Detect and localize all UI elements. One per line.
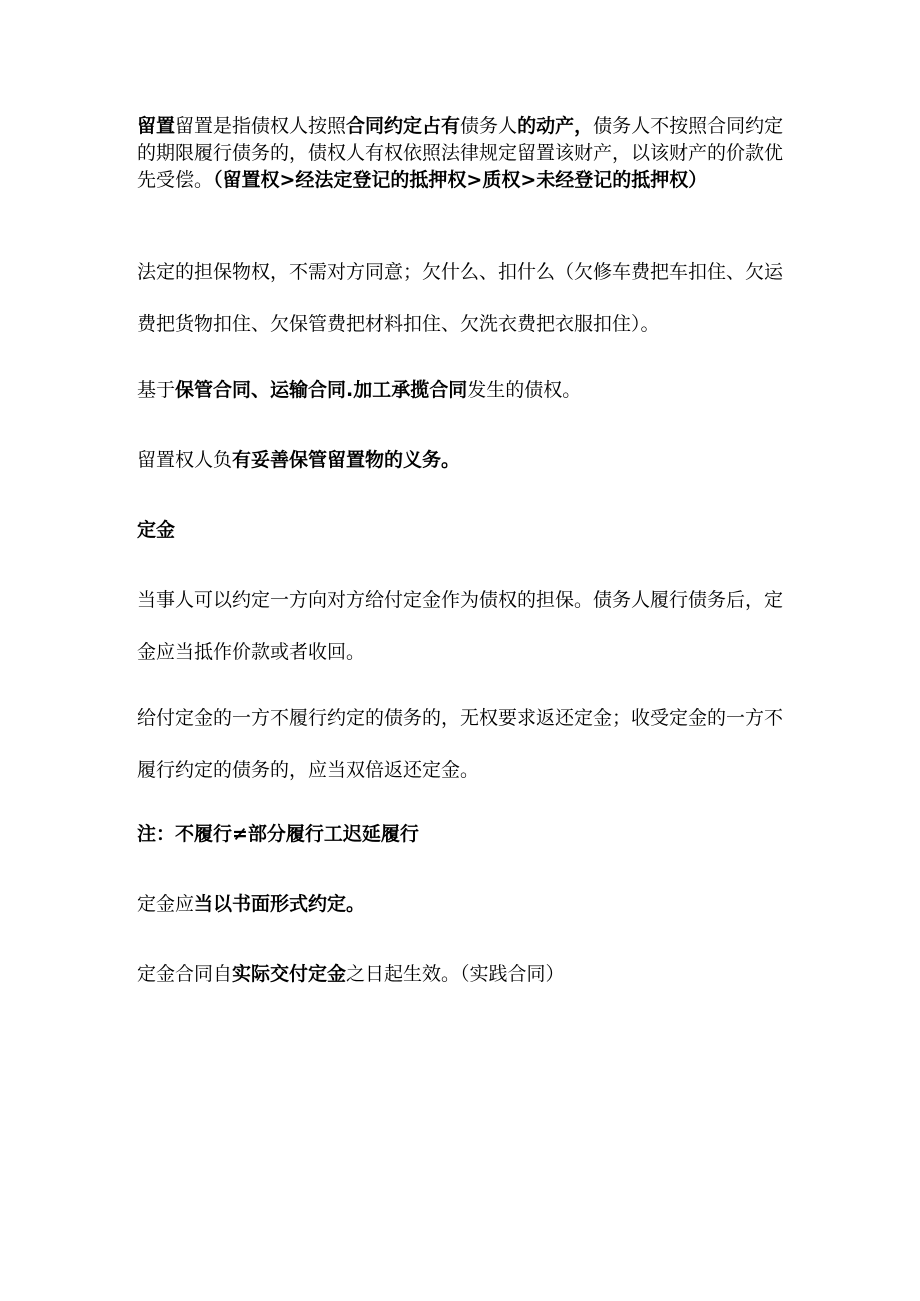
priority-note: （留置权>经法定登记的抵押权>质权>未经登记的抵押权）	[213, 169, 708, 191]
bold-run: 当以书面形式约定。	[194, 893, 366, 915]
text-run: 留置是指债权人按照	[175, 115, 347, 137]
text-run: 法定的担保物权，不需对方同意；欠什么、扣什么（欠修车费把车扣住、欠运费把货物扣住、欠保管费把材料扣住、欠洗衣费把衣服扣住）。	[137, 261, 784, 335]
term-lien: 留置	[137, 115, 176, 137]
note-text: 注：不履行≠部分履行工迟延履行	[137, 823, 419, 845]
paragraph-deposit-effect	[137, 948, 787, 1000]
bold-run: 合同约定占有	[346, 115, 461, 137]
bold-run: 的动产，	[517, 115, 594, 137]
text-run: 给付定金的一方不履行约定的债务的，无权要求返还定金；收受定金的一方不履行约定的债务的，应当双倍返还定金。	[137, 707, 784, 781]
heading-text: 定金	[137, 519, 176, 541]
paragraph-lien-duty	[137, 434, 787, 486]
text-run: 留置权人负	[137, 449, 233, 471]
text-run: 当事人可以约定一方向对方给付定金作为债权的担保。债务人履行债务后，定金应当抵作价款或者收回。	[137, 589, 784, 663]
bold-run: 实际交付定金	[232, 963, 347, 985]
paragraph-deposit-form	[137, 878, 787, 930]
paragraph-deposit-definition	[137, 574, 787, 678]
text-run: 基于	[137, 379, 176, 401]
bold-run: 保管合同、运输合同.加工承揽合同	[175, 379, 468, 401]
text-run: 之日起生效。（实践合同）	[346, 963, 565, 985]
text-run: 债务人不按照合同约定的期限履行债务的，债权人有权依照法律规定留置该财产，以该财产的价款优先受偿。	[137, 115, 784, 191]
text-run: 定金合同自	[137, 963, 233, 985]
text-run: 发生的债权。	[467, 379, 582, 401]
paragraph-deposit-rule	[137, 692, 787, 796]
paragraph-lien-definition	[137, 113, 787, 194]
bold-run: 有妥善保管留置物的义务。	[232, 449, 461, 471]
paragraph-lien-basis	[137, 364, 787, 416]
text-run: 债务人	[460, 115, 518, 137]
paragraph-deposit-note	[137, 808, 787, 860]
text-run: 定金应	[137, 893, 195, 915]
paragraph-lien-nature	[137, 246, 787, 350]
heading-deposit	[137, 504, 787, 556]
